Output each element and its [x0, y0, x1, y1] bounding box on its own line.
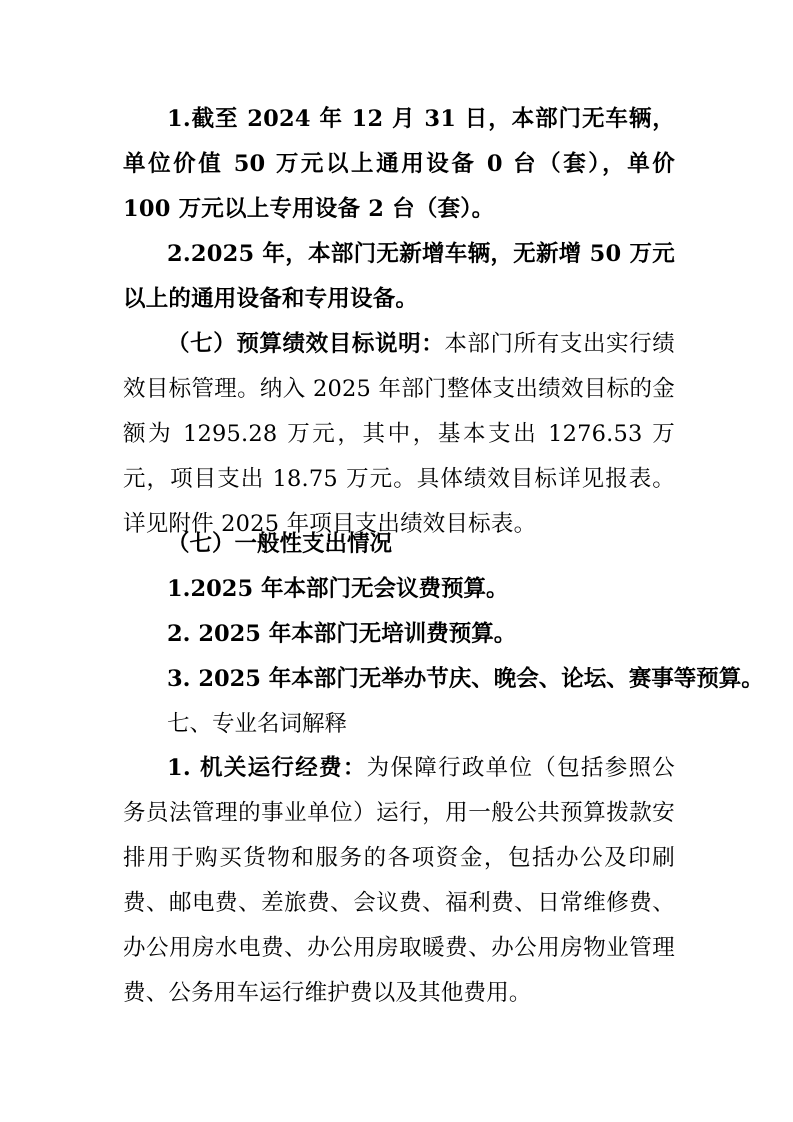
paragraph-performance-target [123, 322, 675, 547]
paragraph-vehicle-equipment-status: 1.截至 2024 年 12 月 31 日，本部门无车辆，单位价值 50 万元以上通用设备 0 台（套），单价 100 万元以上专用设备 2 台（套）。 [123, 106, 675, 222]
item-meeting-budget: 1.2025 年本部门无会议费预算。 [167, 576, 509, 602]
operating-expenses-text: 为保障行政单位（包括参照公务员法管理的事业单位）运行，用一般公共预算拨款安排用于购买货物和服务的各项资金，包括办公及印刷费、邮电费、差旅费、会议费、福利费、日常维修费、办公用房水电费、办公用房取暖费、办公用房物业管理费、公务用车运行维护费以及其他费用。 [123, 755, 675, 1006]
heading-general-expenditure: （七）一般性支出情况 [167, 531, 393, 557]
performance-target-text: 本部门所有支出实行绩效目标管理。纳入 2025 年部门整体支出绩效目标的金额为 1295.28 万元，其中，基本支出 1276.53 万元，项目支出 18.75 万元。具体绩效目标详见报表。详见附件 2025 年项目支出绩效目标表。 [123, 331, 675, 537]
item-festival-event-budget: 3. 2025 年本部门无举办节庆、晚会、论坛、赛事等预算。 [167, 666, 764, 692]
paragraph-operating-expenses [123, 746, 675, 1016]
performance-target-heading: （七）预算绩效目标说明： [167, 331, 445, 357]
heading-terms-explanation: 七、专业名词解释 [167, 711, 348, 737]
item-training-budget: 2. 2025 年本部门无培训费预算。 [167, 621, 517, 647]
paragraph-new-vehicle-equipment: 2.2025 年，本部门无新增车辆，无新增 50 万元以上的通用设备和专用设备。 [123, 241, 675, 312]
operating-expenses-heading: 1. 机关运行经费： [167, 755, 367, 781]
